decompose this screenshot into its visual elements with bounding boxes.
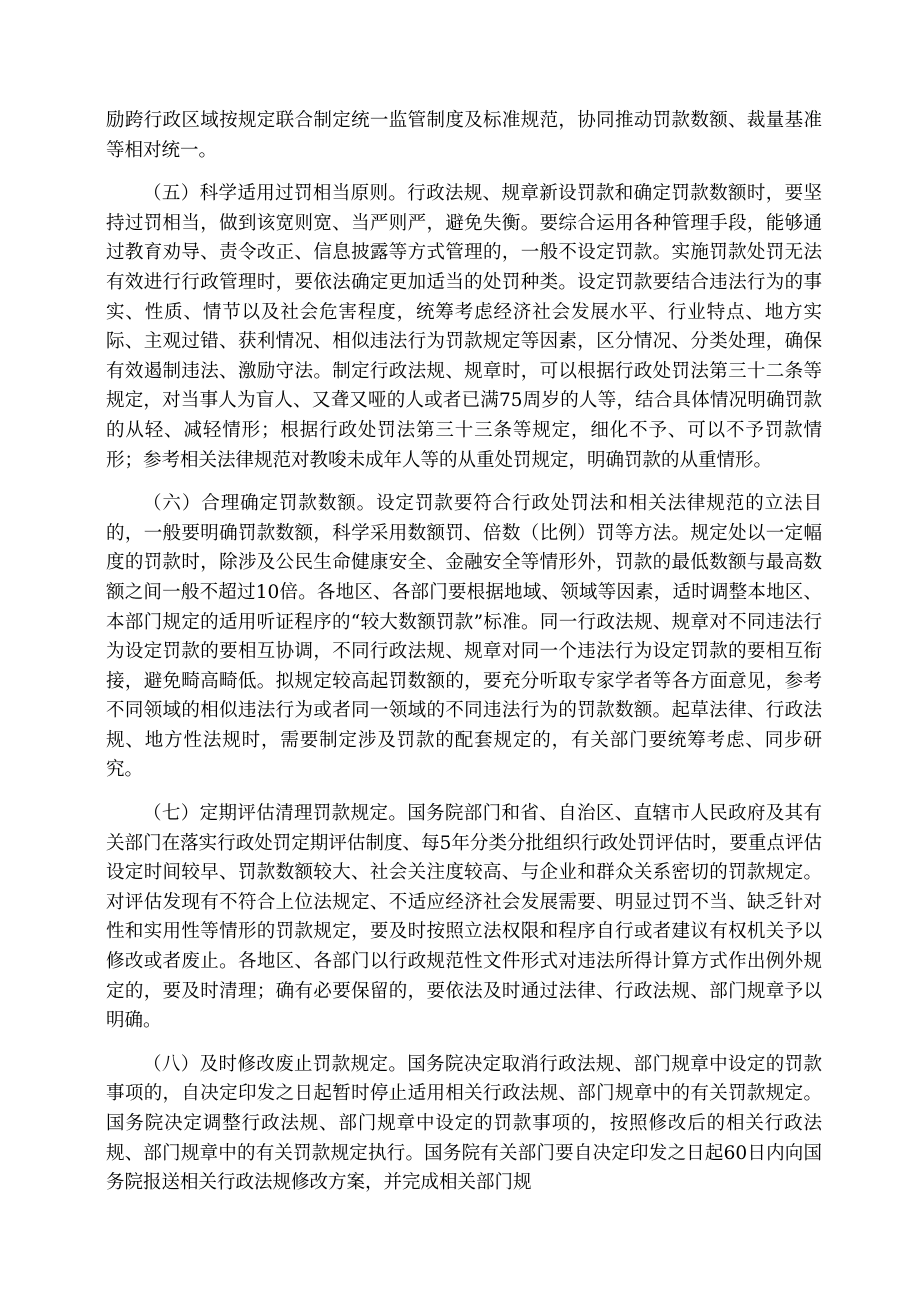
- paragraph-section-8: （八）及时修改废止罚款规定。国务院决定取消行政法规、部门规章中设定的罚款事项的，自决定印发之日起暂时停止适用相关行政法规、部门规章中的有关罚款规定。国务院决定调整行政法规、部门规章中设定的罚款事项的，按照修改后的相关行政法规、部门规章中的有关罚款规定执行。国务院有关部门要自决定印发之日起60日内向国务院报送相关行政法规修改方案，并完成相关部门规: [106, 1053, 822, 1194]
- paragraph-section-5: （五）科学适用过罚相当原则。行政法规、规章新设罚款和确定罚款数额时，要坚持过罚相当，做到该宽则宽、当严则严，避免失衡。要综合运用各种管理手段，能够通过教育劝导、责令改正、信息披露等方式管理的，一般不设定罚款。实施罚款处罚无法有效进行行政管理时，要依法确定更加适当的处罚种类。设定罚款要结合违法行为的事实、性质、情节以及社会危害程度，统筹考虑经济社会发展水平、行业特点、地方实际、主观过错、获利情况、相似违法行为罚款规定等因素，区分情况、分类处理，确保有效遏制违法、激励守法。制定行政法规、规章时，可以根据行政处罚法第三十二条等规定，对当事人为盲人、又聋又哑的人或者已满75周岁的人等，结合具体情况明确罚款的从轻、减轻情形；根据行政处罚法第三十三条等规定，细化不予、可以不予罚款情形；参考相关法律规范对教唆未成年人等的从重处罚规定，明确罚款的从重情形。: [106, 183, 822, 471]
- paragraph-section-6: （六）合理确定罚款数额。设定罚款要符合行政处罚法和相关法律规范的立法目的，一般要明确罚款数额，科学采用数额罚、倍数（比例）罚等方法。规定处以一定幅度的罚款时，除涉及公民生命健康安全、金融安全等情形外，罚款的最低数额与最高数额之间一般不超过10倍。各地区、各部门要根据地域、领域等因素，适时调整本地区、本部门规定的适用听证程序的“较大数额罚款”标准。同一行政法规、规章对不同违法行为设定罚款的要相互协调，不同行政法规、规章对同一个违法行为设定罚款的要相互衔接，避免畸高畸低。拟规定较高起罚数额的，要充分听取专家学者等各方面意见，参考不同领域的相似违法行为或者同一领域的不同违法行为的罚款数额。起草法律、行政法规、地方性法规时，需要制定涉及罚款的配套规定的，有关部门要统筹考虑、同步研究。: [106, 493, 822, 781]
- paragraph-continuation: 励跨行政区域按规定联合制定统一监管制度及标准规范，协同推动罚款数额、裁量基准等相对统一。: [106, 110, 822, 161]
- paragraph-section-7: （七）定期评估清理罚款规定。国务院部门和省、自治区、直辖市人民政府及其有关部门在落实行政处罚定期评估制度、每5年分类分批组织行政处罚评估时，要重点评估设定时间较早、罚款数额较大、社会关注度较高、与企业和群众关系密切的罚款规定。对评估发现有不符合上位法规定、不适应经济社会发展需要、明显过罚不当、缺乏针对性和实用性等情形的罚款规定，要及时按照立法权限和程序自行或者建议有权机关予以修改或者废止。各地区、各部门以行政规范性文件形式对违法所得计算方式作出例外规定的，要及时清理；确有必要保留的，要依法及时通过法律、行政法规、部门规章予以明确。: [106, 803, 822, 1032]
- document-body: [106, 106, 822, 1212]
